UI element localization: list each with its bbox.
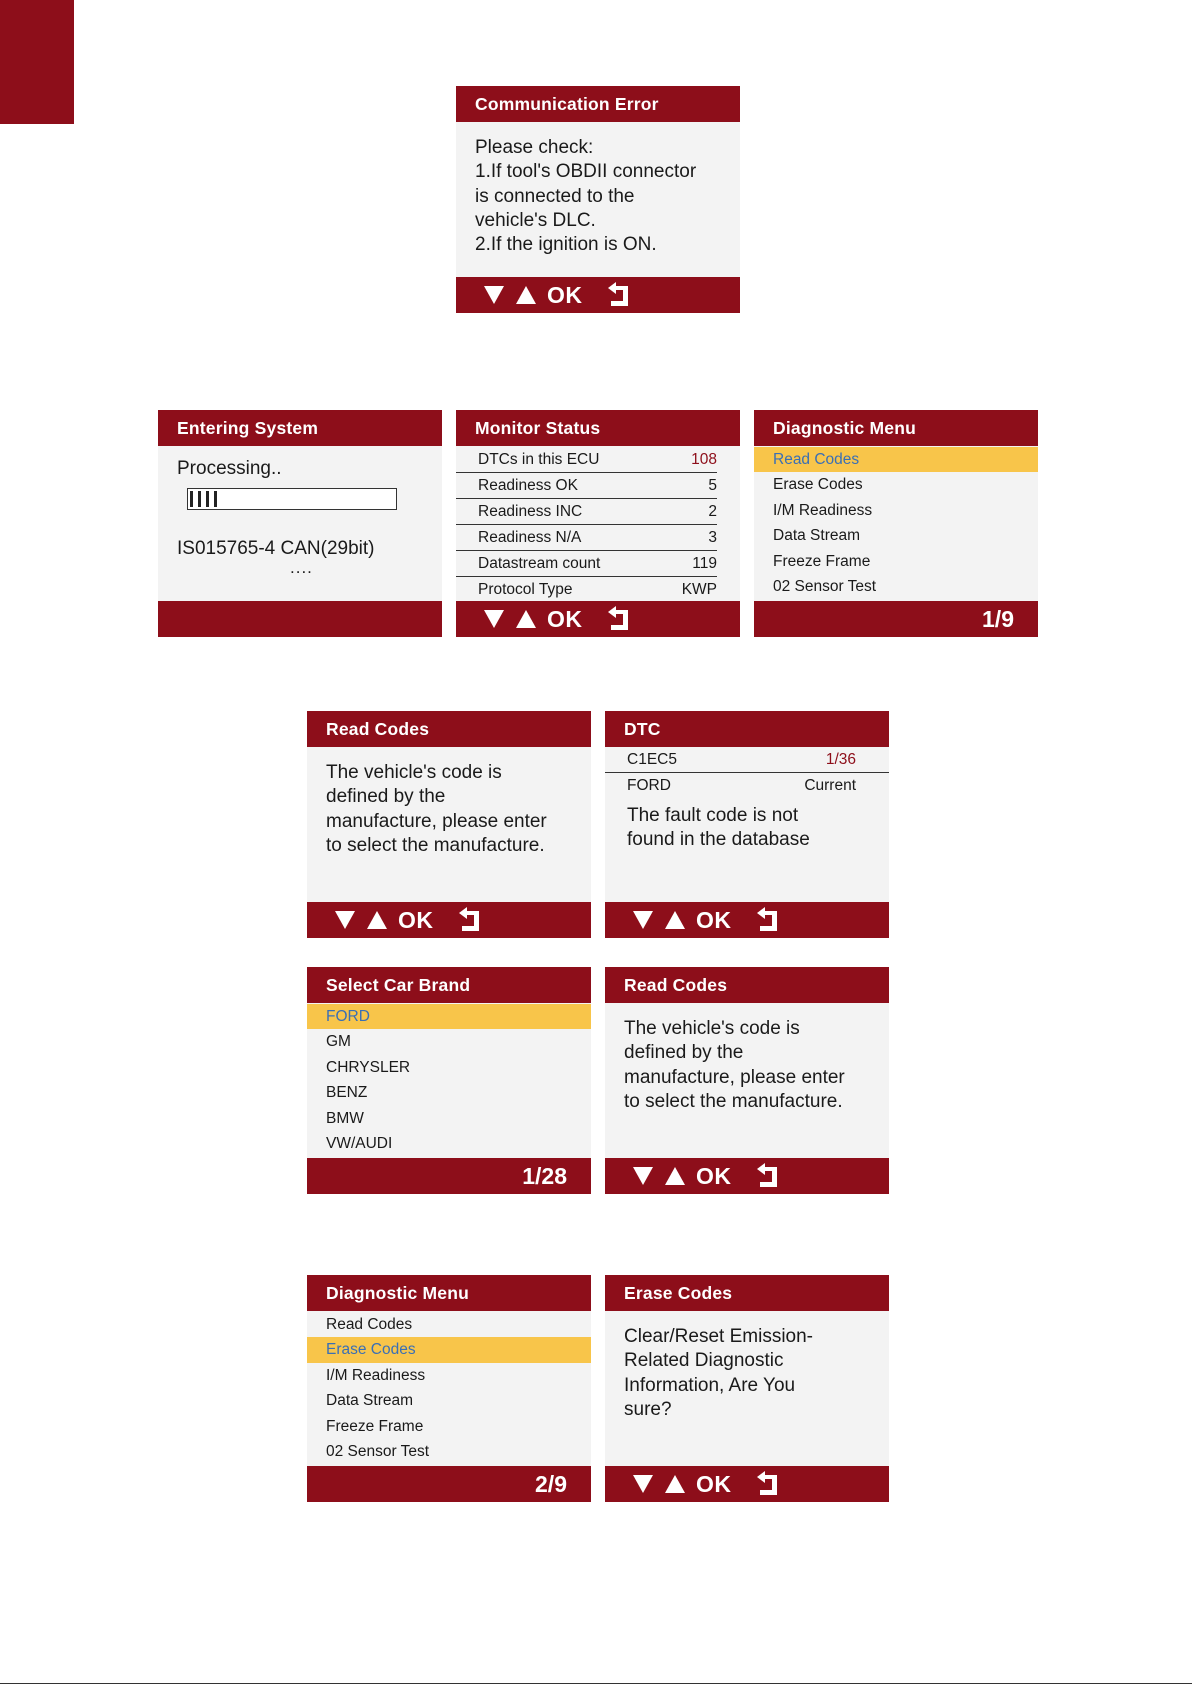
up-arrow-icon[interactable] [367,911,387,929]
screen-title: DTC [605,711,889,747]
back-icon[interactable] [611,608,633,630]
down-arrow-icon[interactable] [335,911,355,929]
down-arrow-icon[interactable] [633,1475,653,1493]
screen-footer [605,1158,889,1194]
protocol-text: IS015765-4 CAN(29bit) [177,538,375,559]
screen-footer [307,1466,591,1502]
table-row: DTCs in this ECU 108 [456,447,717,473]
progress-bar [187,488,397,510]
screen-communication-error [456,86,740,313]
brand-item-vw-audi[interactable]: VW/AUDI [326,1134,393,1152]
page-bottom-rule [0,1683,1192,1684]
menu-item-data-stream[interactable]: Data Stream [326,1392,414,1410]
screen-title: Monitor Status [456,410,740,446]
ok-button[interactable]: OK [547,605,583,632]
ok-button[interactable]: OK [696,1470,732,1497]
screen-footer [605,902,889,938]
back-icon[interactable] [611,284,633,306]
screen-footer [158,601,442,637]
screen-title: Diagnostic Menu [307,1275,591,1311]
message-text: The vehicle's code is defined by the manufacture, please enter to select the manufacture. [624,1018,845,1112]
menu-item-im-readiness[interactable]: I/M Readiness [773,501,873,519]
brand-item-bmw[interactable]: BMW [326,1109,364,1127]
screen-title: Read Codes [307,711,591,747]
screen-title: Entering System [158,410,442,446]
processing-status: Processing.. [177,458,282,479]
up-arrow-icon[interactable] [665,911,685,929]
page-indicator: 1/9 [982,605,1014,632]
down-arrow-icon[interactable] [633,911,653,929]
menu-item-freeze-frame[interactable]: Freeze Frame [773,552,871,570]
table-row: Readiness INC 2 [456,499,717,525]
diagnostic-menu-list [754,446,1038,599]
message-text: Clear/Reset Emission- Related Diagnostic Information, Are You sure? [624,1326,813,1420]
monitor-table [456,446,740,601]
menu-item-freeze-frame[interactable]: Freeze Frame [326,1417,424,1435]
screen-read-codes-1 [307,711,591,938]
chapter-tab [0,0,74,124]
progress-stripe [190,491,193,507]
screen-monitor-status [456,410,740,637]
table-row: Readiness N/A 3 [456,525,717,551]
ok-button[interactable]: OK [696,906,732,933]
table-row: Protocol Type KWP [478,581,717,598]
up-arrow-icon[interactable] [516,610,536,628]
menu-item-read-codes[interactable]: Read Codes [326,1316,413,1333]
screen-erase-codes [605,1275,889,1502]
page-indicator: 2/9 [535,1470,567,1497]
screen-footer [754,601,1038,637]
back-icon[interactable] [760,1473,782,1495]
down-arrow-icon[interactable] [633,1167,653,1185]
menu-item-read-codes[interactable]: Read Codes [754,447,1038,472]
screen-select-car-brand [307,967,591,1194]
table-row: Datastream count 119 [456,551,717,577]
progress-stripe [214,491,217,507]
back-icon[interactable] [462,909,484,931]
down-arrow-icon[interactable] [484,286,504,304]
up-arrow-icon[interactable] [665,1167,685,1185]
brand-item-gm[interactable]: GM [326,1033,351,1051]
screen-title: Erase Codes [605,1275,889,1311]
screen-footer [307,902,591,938]
menu-item-im-readiness[interactable]: I/M Readiness [326,1366,426,1384]
brand-item-chrysler[interactable]: CHRYSLER [326,1058,411,1076]
dtc-code: C1EC5 [627,751,677,768]
down-arrow-icon[interactable] [484,610,504,628]
screen-title: Read Codes [605,967,889,1003]
screen-title: Communication Error [456,86,740,122]
menu-item-data-stream[interactable]: Data Stream [773,527,861,545]
progress-stripe [206,491,209,507]
message-text: Please check: 1.If tool's OBDII connector is connected to the vehicle's DLC. 2.If the ignition is ON. [475,137,697,256]
screen-footer [456,277,740,313]
dtc-code-row [605,747,889,773]
dtc-state: Current [804,777,856,794]
screen-title: Diagnostic Menu [754,410,1038,446]
up-arrow-icon[interactable] [665,1475,685,1493]
ok-button[interactable]: OK [547,281,583,308]
brand-list [307,1003,591,1156]
menu-item-erase-codes[interactable]: Erase Codes [773,476,863,494]
brand-item-benz[interactable]: BENZ [326,1084,368,1102]
back-icon[interactable] [760,1165,782,1187]
message-text: The fault code is not found in the database [627,805,810,851]
table-row: Readiness OK 5 [456,473,717,499]
screen-read-codes-2 [605,967,889,1194]
menu-item-o2-sensor-test[interactable]: 02 Sensor Test [773,577,877,595]
screen-diagnostic-menu-2 [307,1275,591,1502]
ok-button[interactable]: OK [696,1162,732,1189]
screen-dtc [605,711,889,938]
screen-title: Select Car Brand [307,967,591,1003]
screen-footer [456,601,740,637]
menu-item-o2-sensor-test[interactable]: 02 Sensor Test [326,1442,430,1460]
up-arrow-icon[interactable] [516,286,536,304]
ok-button[interactable]: OK [398,906,434,933]
brand-item-ford[interactable]: FORD [307,1004,591,1029]
message-text: The vehicle's code is defined by the manufacture, please enter to select the manufacture. [326,762,547,856]
progress-stripe [198,491,201,507]
screen-entering-system [158,410,442,637]
menu-item-erase-codes[interactable]: Erase Codes [307,1337,591,1362]
dtc-info-row [605,773,889,798]
screen-footer [605,1466,889,1502]
loading-dots: .... [290,558,313,577]
back-icon[interactable] [760,909,782,931]
dtc-brand: FORD [627,777,671,794]
page-indicator: 1/28 [522,1162,567,1189]
screen-diagnostic-menu-1 [754,410,1038,637]
screen-footer [307,1158,591,1194]
dtc-index: 1/36 [825,751,856,768]
diagnostic-menu-list [307,1311,591,1464]
